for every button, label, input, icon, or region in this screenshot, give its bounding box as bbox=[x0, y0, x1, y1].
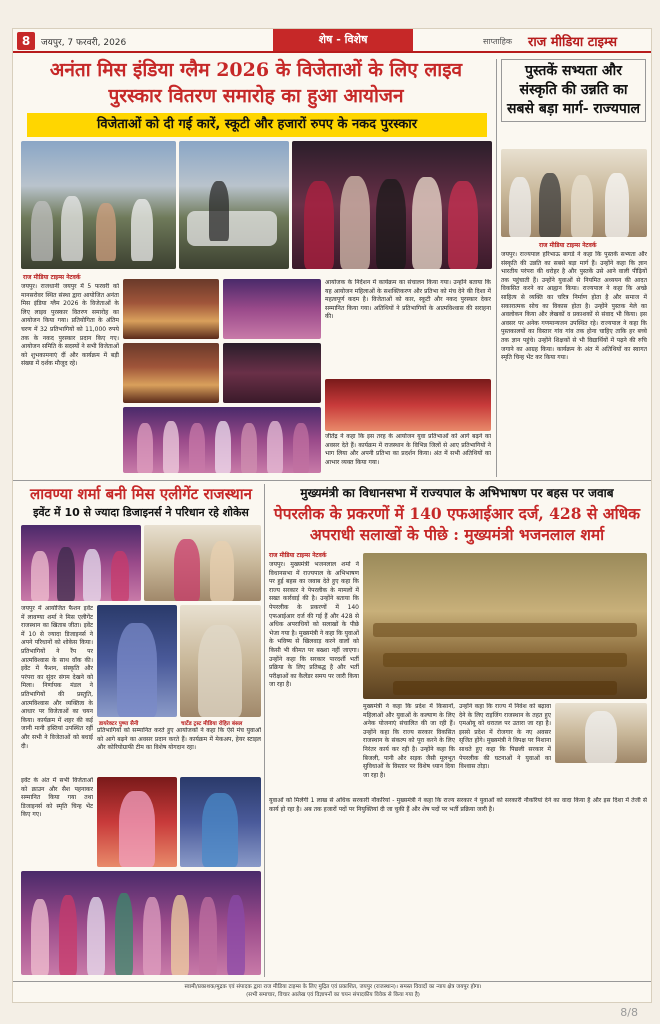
photo-car-winners bbox=[179, 141, 289, 269]
column-divider bbox=[496, 59, 497, 477]
cm-body-4: युवाओं को मिलेंगी 1 लाख से अधिक सरकारी नौकरियां - मुख्यमंत्री ने कहा कि राज्य सरकार ने युवाओं को सरकारी नौकरियां देने का वादा किया है और इस दिशा में तेजी से कार्य हो रहा है। अब तक हजारों पदों पर नियुक्तियां दी जा चुकी हैं और शेष पदों पर भर्ती प्रक्रिया जारी है। bbox=[269, 797, 647, 813]
lavanya-headline: लावण्या शर्मा बनी मिस एलीगेंट राजस्थान bbox=[30, 485, 252, 503]
section-divider bbox=[13, 480, 652, 481]
photo-stage-5 bbox=[123, 407, 321, 473]
caption-rohit: चार्टेड ट्रस्ट मीडिया रोहित बंसल bbox=[181, 721, 243, 727]
cm-body-2: मुख्यमंत्री ने कहा कि प्रदेश में किसानों, महिलाओं और युवाओं के कल्याण के लिए अनेक योजनाएं संचालित की जा रही हैं। उन्होंने कहा कि राज्य सरकार विकसित राजस्थान के संकल्प को पूरा करने के लिए निरंतर कार्य कर रही है। उन्होंने कहा कि बिजली, पानी और सड़क जैसी मूलभूत सुविधाओं के विस्तार पर विशेष ध्यान दिया जा रहा है। bbox=[363, 703, 455, 779]
page-counter: 8/8 bbox=[620, 1006, 638, 1019]
footer-disclaimer: (सभी समाचार, विचार आलेख एवं विज्ञापनों का चयन संपादकीय विवेक से किया गया है) bbox=[246, 991, 420, 998]
lavanya-body: जयपुर में आयोजित फैशन इवेंट में लावण्या शर्मा ने मिस एलीगेंट राजस्थान का खिताब जीता। इवेंट में 10 से ज्यादा डिजाइनर्स ने अपने परिधानों को शोकेस किया। प्रतिभागियों ने रैंप पर आत्मविश्वास के साथ वॉक की। इवेंट में फैशन, संस्कृति और परंपरा का सुंदर संगम देखने को मिला। निर्णायक मंडल ने प्रतिभागियों की प्रस्तुति, आत्मविश्वास और व्यक्तित्व के आधार पर विजेताओं का चयन किया। कार्यक्रम में शहर की कई जानी मानी हस्तियां उपस्थित रहीं और सभी ने विजेताओं को बधाई दी। bbox=[21, 605, 93, 750]
side-headline: पुस्तकें सभ्यता और संस्कृति की उन्नति का सबसे बड़ा मार्ग- राज्यपाल bbox=[501, 59, 646, 122]
footer-imprint: स्वामी/प्रकाशक/मुद्रक एवं संपादक द्वारा राज मीडिया टाइम्स के लिए मुद्रित एवं प्रकाशित, जयपुर (राजस्थान)। समस्त विवादों का न्याय क्षेत्र जयपुर होगा। bbox=[184, 984, 482, 990]
lavanya-body-2: प्रतिभागियों को सम्मानित करते हुए आयोजकों ने कहा कि ऐसे मंच युवाओं को आगे बढ़ने का अवसर प्रदान करते हैं। कार्यक्रम में मेकअप, हेयर स्टाइल और कोरियोग्राफी टीम का विशेष योगदान रहा। bbox=[97, 727, 261, 752]
lead-body-1: जयपुर। राजधानी जयपुर में 5 फरवरी को मानसरोवर स्थित संस्था द्वारा आयोजित अनंता मिस इंडिया ग्लैम 2026 के विजेताओं के लिए लाइव पुरस्कार वितरण समारोह का आयोजन किया गया। प्रतियोगिता के अंतिम चरण में 32 प्रतिभागियों को 11,000 रुपये तक के नकद पुरस्कार प्रदान किए गए। आयोजन समिति के सदस्यों ने सभी विजेताओं को शुभकामनाएं दीं और कार्यक्रम में बड़ी संख्या में दर्शक मौजूद रहे। bbox=[21, 283, 119, 368]
photo-winner-crown bbox=[325, 379, 491, 431]
photo-assembly-hall bbox=[363, 553, 647, 699]
photo-scooty-winners bbox=[21, 141, 176, 269]
photo-stage-3 bbox=[123, 343, 219, 403]
photo-lavanya-crowned bbox=[97, 605, 177, 717]
cm-byline: राज मीडिया टाइम्स नेटवर्क bbox=[269, 552, 327, 559]
page-number: 8 bbox=[17, 32, 35, 50]
photo-lavanya-award bbox=[144, 525, 261, 601]
cm-headline-2: पेपरलीक के प्रकरणों में 140 एफआईआर दर्ज, 428 से अधिक अपराधी सलाखों के पीछे : मुख्यमंत्री भजनलाल शर्मा bbox=[273, 504, 641, 544]
photo-lavanya-pink bbox=[97, 777, 177, 867]
side-body: जयपुर। राज्यपाल हरिभाऊ बागडे ने कहा कि पुस्तकें सभ्यता और संस्कृति की उन्नति का सबसे बड़ा मार्ग हैं। उन्होंने कहा कि ज्ञान भारतीय परंपरा की धरोहर है और पुस्तकें उसे आने वाली पीढ़ियों तक पहुंचाती हैं। उन्होंने युवाओं से नियमित अध्ययन की आदत विकसित करने का आह्वान किया। राज्यपाल ने कहा कि अच्छे साहित्य से व्यक्ति का चरित्र निर्माण होता है और समाज में सकारात्मक सोच का विकास होता है। उन्होंने पुस्तक मेले का अवलोकन किया और लेखकों व प्रकाशकों से संवाद भी किया। इस अवसर पर अनेक गणमान्यजन उपस्थित रहे। राज्यपाल ने कहा कि पुस्तकालयों का विस्तार गांव गांव तक होना चाहिए ताकि हर बच्चे तक ज्ञान पहुंचे। उन्होंने शिक्षकों से भी विद्यार्थियों में पढ़ने की रुचि जगाने का आग्रह किया। कार्यक्रम के अंत में अतिथियों का स्वागत स्मृति चिन्ह भेंट कर किया गया। bbox=[501, 251, 647, 362]
photo-governor bbox=[501, 149, 647, 237]
photo-stage-4 bbox=[223, 343, 321, 403]
section-title: शेष - विशेष bbox=[273, 29, 413, 51]
masthead: राज मीडिया टाइम्स bbox=[528, 35, 618, 50]
photo-lavanya-finale bbox=[21, 871, 261, 975]
photo-chief-minister bbox=[555, 703, 647, 763]
photo-stage-1 bbox=[123, 279, 219, 339]
lead-body-3: जीतेंद्र ने कहा कि इस तरह के आयोजन युवा प्रतिभाओं को आगे बढ़ने का अवसर देते हैं। कार्यक्रम में राजस्थान के विभिन्न जिलों से आए प्रतिभागियों ने भाग लिया और अपनी प्रतिभा का प्रदर्शन किया। अंत में सभी अतिथियों का आभार व्यक्त किया गया। bbox=[325, 433, 491, 466]
photo-stage-2 bbox=[223, 279, 321, 339]
edition-type: साप्ताहिक bbox=[483, 37, 513, 46]
cm-body-1: जयपुर। मुख्यमंत्री भजनलाल शर्मा ने विधानसभा में राज्यपाल के अभिभाषण पर हुई बहस का जवाब देते हुए कहा कि राज्य सरकार ने पेपरलीक के मामलों में सख्त कार्रवाई की है। उन्होंने बताया कि पेपरलीक के प्रकरणों में 140 एफआईआर दर्ज की गई हैं और 428 से अधिक अपराधियों को सलाखों के पीछे भेजा गया है। मुख्यमंत्री ने कहा कि युवाओं के भविष्य से खिलवाड़ करने वालों को किसी भी कीमत पर बख्शा नहीं जाएगा। उन्होंने कहा कि सरकार पारदर्शी भर्ती प्रक्रिया के लिए प्रतिबद्ध है और भर्ती परीक्षाओं का कैलेंडर समय पर जारी किया जा रहा है। bbox=[269, 561, 359, 689]
lead-subheadline: विजेताओं को दी गई कारें, स्कूटी और हजारों रुपए के नकद पुरस्कार bbox=[27, 113, 487, 137]
newspaper-page bbox=[12, 28, 652, 1003]
lead-byline: राज मीडिया टाइम्स नेटवर्क bbox=[23, 274, 81, 281]
page-header bbox=[13, 29, 652, 53]
photo-lavanya-group bbox=[21, 525, 141, 601]
lead-body-2: आयोजक के निर्देशन में कार्यक्रम का संचालन किया गया। उन्होंने बताया कि यह आयोजन महिलाओं के सशक्तिकरण और प्रतिभा को मंच देने की दिशा में महत्वपूर्ण कदम है। विजेताओं को कार, स्कूटी और नकद पुरस्कार देकर सम्मानित किया गया। अतिथियों ने प्रतिभागियों के आत्मविश्वास की सराहना की। bbox=[325, 279, 491, 321]
photo-rohit-bansal bbox=[180, 605, 261, 717]
column-divider-2 bbox=[264, 484, 265, 977]
lavanya-subheadline: इवेंट में 10 से ज्यादा डिजाइनर्स ने परिधान रहे शोकेस bbox=[33, 506, 249, 519]
cm-body-3: उन्होंने कहा कि राज्य में निवेश को बढ़ावा देने के लिए राइजिंग राजस्थान के तहत हुए एमओयू को धरातल पर उतारा जा रहा है। इससे प्रदेश में रोजगार के नए अवसर सृजित होंगे। मुख्यमंत्री ने विपक्ष पर निशाना साधते हुए कहा कि पिछली सरकार में पेपरलीक की घटनाओं ने युवाओं का विश्वास तोड़ा। bbox=[459, 703, 551, 771]
side-byline: राज मीडिया टाइम्स नेटवर्क bbox=[539, 242, 597, 249]
lavanya-body-3: इवेंट के अंत में सभी विजेताओं को क्राउन और सैश पहनाकर सम्मानित किया गया तथा डिजाइनर्स को स्मृति चिन्ह भेंट किए गए। bbox=[21, 777, 93, 819]
photo-award-group bbox=[292, 141, 492, 269]
lead-headline: अनंता मिस इंडिया ग्लैम 2026 के विजेताओं के लिए लाइव पुरस्कार वितरण समारोह का हुआ आयोजन bbox=[49, 59, 463, 107]
page-footer bbox=[13, 981, 652, 1003]
caption-director: डायरेक्टर पुष्पा सैनी bbox=[99, 721, 139, 727]
photo-lavanya-guest bbox=[180, 777, 261, 867]
issue-date: जयपुर, 7 फरवरी, 2026 bbox=[41, 38, 127, 48]
cm-headline-1: मुख्यमंत्री का विधानसभा में राज्यपाल के अभिभाषण पर बहस पर जवाब bbox=[300, 486, 614, 500]
